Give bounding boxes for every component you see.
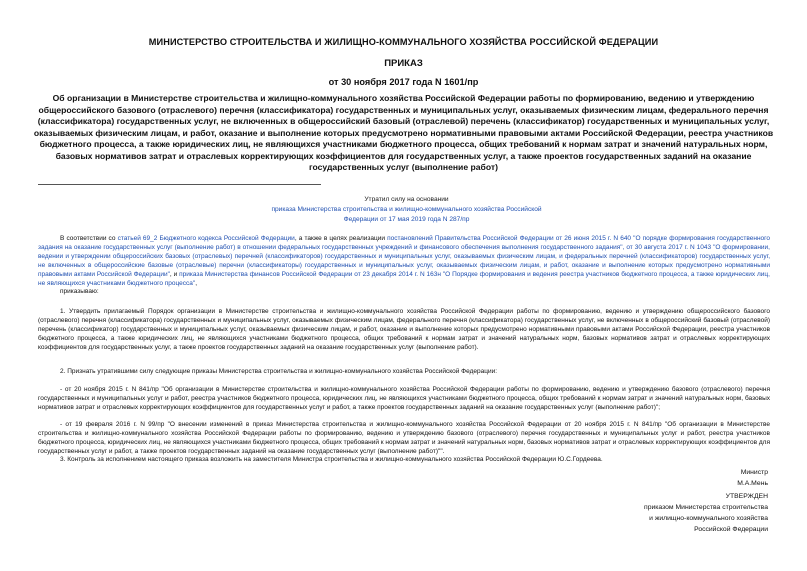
repealed-order-2: - от 19 февраля 2016 г. N 99/пр "О внесении изменений в приказ Министерства строительства и жилищно-коммунального хозяйства Российской Федерации от 20 ноября 2015 г. N 841/пр "Об организации в Министерстве строительства и жилищно-коммунального хозяйства Российской Федерации работы по формированию, ведению и утверждению базового (отраслевого) перечня государственных и муниципальных услуг и работ, реестра участников бюджетного процесса, юридических лиц, не являющихся участниками бюджетного процесса, общих требований к нормам затрат и значений натуральных норм, базовых нормативов затрат и отраслевых корректирующих коэффициентов для государственных услуг и работ, а также проектов государственных заданий на оказание государственных услуг (выполнение работ)"". xyxy=(38,421,770,455)
item-2-sub-b xyxy=(38,421,770,457)
preamble-text: , и xyxy=(169,270,180,278)
item-2-paragraph: 2. Признать утратившими силу следующие приказы Министерства строительства и жилищно-коммунального хозяйства Российской Федерации: xyxy=(60,368,498,375)
item-2-sub-a xyxy=(38,386,770,413)
preamble-text: , а также в целях реализации xyxy=(294,235,388,242)
status-note-text: Утратил силу на основании xyxy=(364,196,449,203)
item-2 xyxy=(38,368,770,377)
minfin-order-link[interactable]: приказа Министерства финансов Российской Федерации от 23 декабря 2014 г. N 163н "О Порядке формирования и ведения реестра участников бюджетного процесса, а также юридических лиц, не являющихся участниками бюджетного процесса" xyxy=(38,270,770,287)
signer-role: Министр xyxy=(740,469,768,476)
document-date-number: от 30 ноября 2017 года N 1601/пр xyxy=(328,77,479,87)
signer-name: М.А.Мень xyxy=(737,479,768,487)
item-text: 1. Утвердить прилагаемый xyxy=(60,308,149,315)
item-1 xyxy=(38,308,770,353)
approved-line-2: и жилищно-коммунального хозяйства xyxy=(649,515,768,522)
item-1-paragraph xyxy=(38,308,770,353)
preamble xyxy=(38,235,770,297)
item-3-paragraph: 3. Контроль за исполнением настоящего приказа возложить на заместителя Министра строительства и жилищно-коммунального хозяйства Российской Федерации Ю.С.Гордеева. xyxy=(60,456,603,463)
repeal-order-link[interactable]: приказа Министерства строительства и жилищно-коммунального хозяйства Российской Федерации от 17 мая 2019 года N 287/пр xyxy=(271,206,542,223)
budget-code-link[interactable]: статьей 69_2 Бюджетного кодекса Российской Федерации xyxy=(117,235,295,242)
status-note xyxy=(264,195,549,225)
document-title: Об организации в Министерстве строительства и жилищно-коммунального хозяйства Российской Федерации работы по формированию, ведению и утверждению общероссийского базового (отраслевого) перечня (классификатора) государственных и муниципальных услуг, оказываемых физическим лицам, федерального перечня (классификатора) государственных услуг, не включенных в общероссийский базовый (отраслевой) перечень (классификатор) государственных и муниципальных услуг, оказываемых физическим лицам, и работ, оказание и выполнение которых предусмотрено нормативными правовыми актами Российской Федерации, реестра участников бюджетного процесса, а также юридических лиц, не являющихся участниками бюджетного процесса, общих требований к нормам затрат и значений натуральных норм, базовых нормативов затрат и отраслевых корректирующих коэффициентов для государственных услуг, а также проектов государственных заданий на оказание государственных услуг (выполнение работ) xyxy=(33,93,774,172)
separator-line xyxy=(38,184,321,185)
item-3 xyxy=(38,456,770,465)
preamble-paragraph xyxy=(38,235,770,288)
approved-line-1: приказом Министерства строительства xyxy=(644,504,768,511)
preamble-text: , xyxy=(195,279,198,287)
government-resolutions-link[interactable]: постановлений Правительства Российской Федерации от 26 июня 2015 г. N 640 "О порядке формирования государственного задания на оказание государственных услуг (выполнение работ) в отношении федеральных государственных учреждений и финансового обеспечения выполнения государственного задания", от 30 августа 2017 г. N 1043 "О формировании, ведении и утверждении общероссийских базовых (отраслевых) перечней (классификаторов) государственных и муниципальных услуг, оказываемых физическим лицам, и федеральных перечней (классификаторов) государственных услуг, не включенных в общероссийские базовые (отраслевые) перечни (классификаторы) государственных и муниципальных услуг, оказываемых физическим лицам, и работ, оказание и выполнение которых предусмотрено нормативными правовыми актами Российской Федерации" xyxy=(38,235,770,278)
repealed-order-1: - от 20 ноября 2015 г. N 841/пр "Об организации в Министерстве строительства и жилищно-коммунального хозяйства Российской Федерации работы по формированию, ведению и утверждению базового (отраслевого) перечня государственных и муниципальных услуг и работ, реестра участников бюджетного процесса, юридических лиц, не являющихся участниками бюджетного процесса, общих требований к нормам затрат и значений натуральных норм, базовых нормативов затрат и отраслевых корректирующих коэффициентов для государственных услуг и работ, а также проектов государственных заданий на оказание государственных услуг (выполнение работ)"; xyxy=(38,386,770,411)
document-type: ПРИКАЗ xyxy=(384,58,423,69)
approved-line-3: Российской Федерации xyxy=(694,526,768,533)
item-text: . xyxy=(476,343,479,351)
signature-block xyxy=(568,468,768,490)
order-word: приказываю: xyxy=(60,288,99,296)
approval-stamp xyxy=(568,491,768,535)
preamble-text: В соответствии со xyxy=(60,235,118,242)
approved-label: УТВЕРЖДЕН xyxy=(725,493,768,500)
procedure-link[interactable]: Порядок организации в Министерстве строительства и жилищно-коммунального хозяйства Российской Федерации работы по формированию, ведению и утверждению общероссийского базового (отраслевого) перечня (классификатора) государственных и муниципальных услуг, оказываемых физическим лицам, федерального перечня (классификатора) государственных услуг, не включенных в общероссийский базовый (отраслевой) перечень (классификатор) государственных и муниципальных услуг, оказываемых физическим лицам, и работ, оказание и выполнение которых предусмотрено нормативными правовыми актами Российской Федерации, реестра участников бюджетного процесса, а также юридических лиц, не являющихся участниками бюджетного процесса, общих требований к нормам затрат и значений натуральных норм, базовых нормативов затрат и отраслевых корректирующих коэффициентов для государственных услуг, а также проектов государственных заданий на оказание государственных услуг (выполнение работ) xyxy=(38,308,770,351)
ministry-heading: МИНИСТЕРСТВО СТРОИТЕЛЬСТВА И ЖИЛИЩНО-КОММУНАЛЬНОГО ХОЗЯЙСТВА РОССИЙСКОЙ ФЕДЕРАЦИИ xyxy=(148,37,659,47)
